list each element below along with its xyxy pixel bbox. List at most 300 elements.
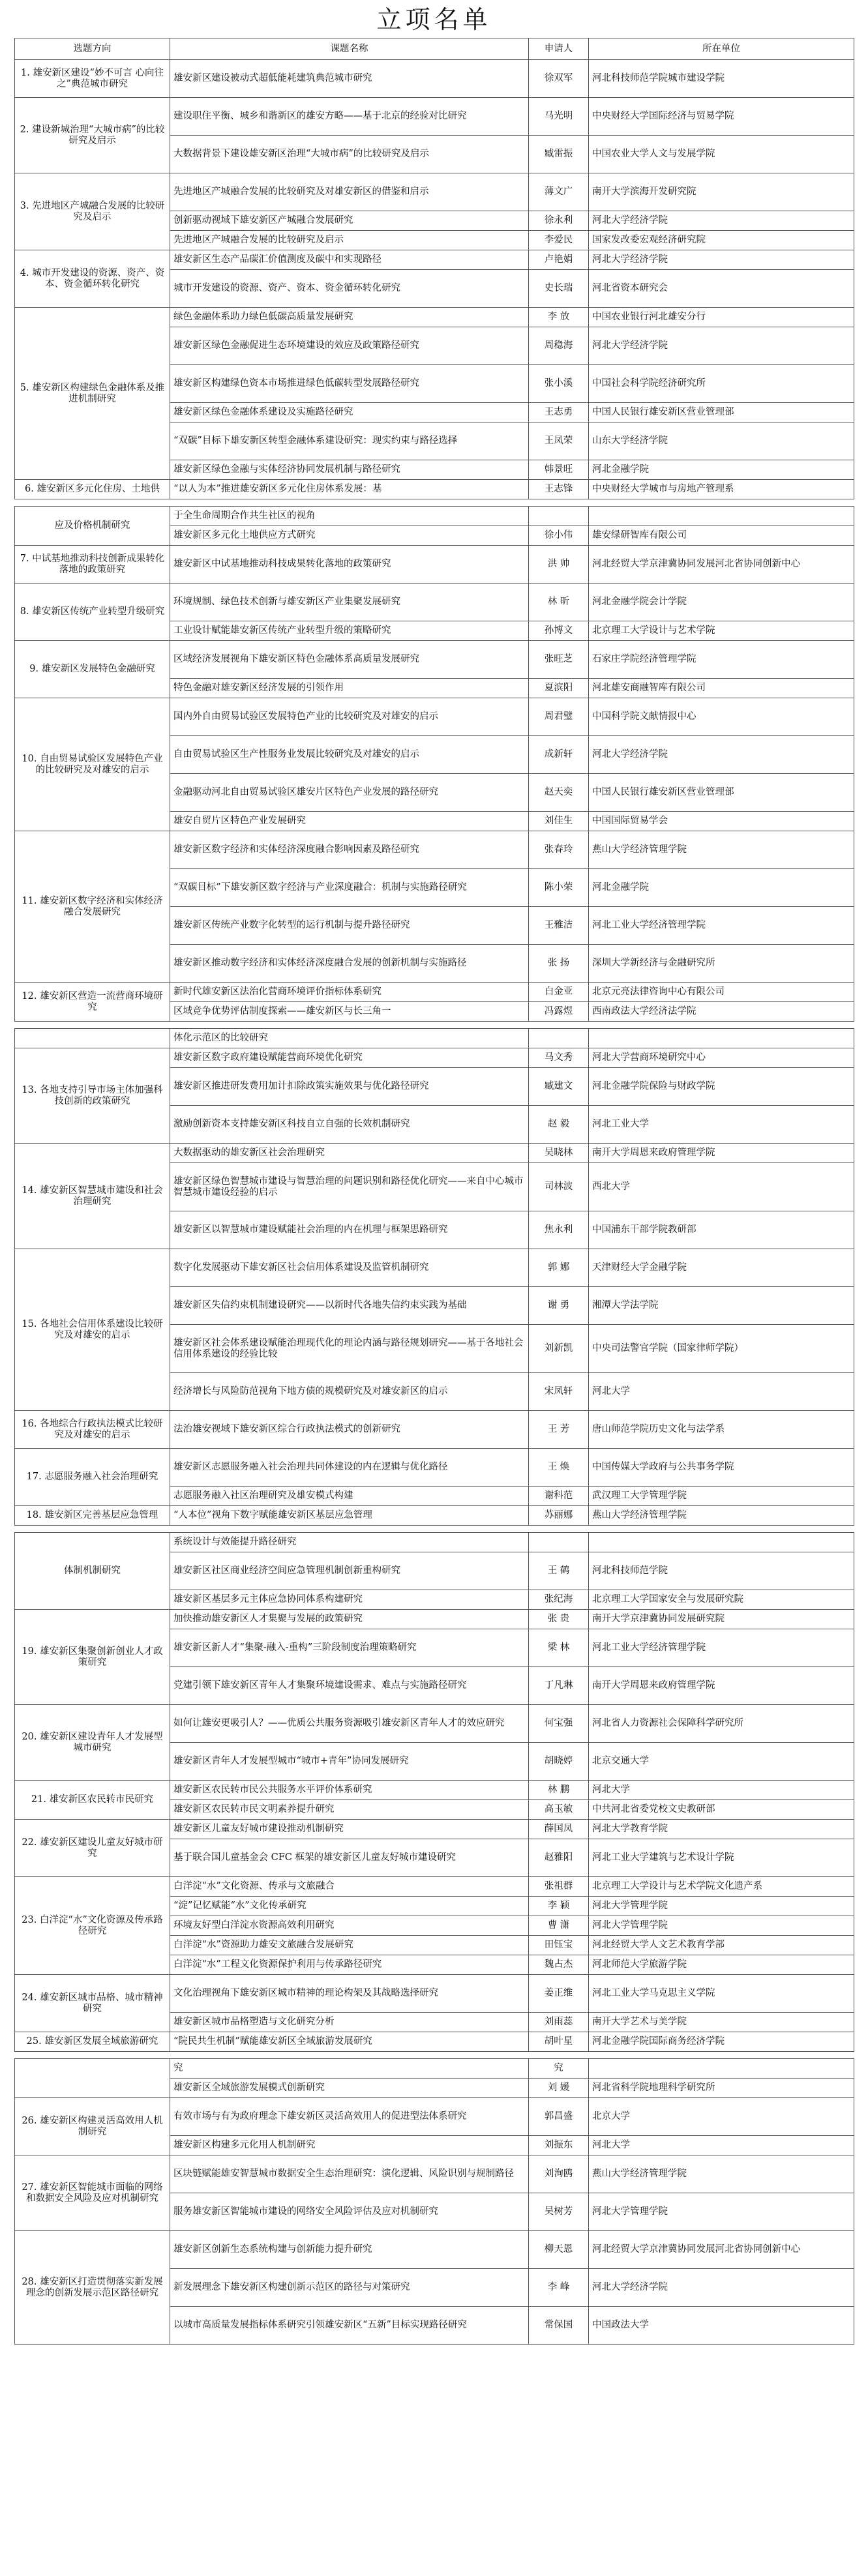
page-break-gap bbox=[15, 2052, 854, 2059]
table-row bbox=[15, 1820, 854, 1839]
organization-cell: 中国社会科学院经济研究所 bbox=[589, 365, 854, 403]
organization-cell: 中国农业银行河北雄安分行 bbox=[589, 308, 854, 327]
organization-cell: 河北大学管理学院 bbox=[589, 2193, 854, 2231]
organization-cell: 河北大学营商环境研究中心 bbox=[589, 1048, 854, 1068]
project-name-cell: 加快推动雄安新区人才集聚与发展的政策研究 bbox=[170, 1610, 529, 1629]
topic-cell: 17. 志愿服务融入社会治理研究 bbox=[15, 1449, 170, 1506]
applicant-cell: 焦永利 bbox=[529, 1211, 589, 1249]
project-name-cell: 区域竞争优势评估制度探索——雄安新区与长三角一 bbox=[170, 1002, 529, 1022]
applicant-cell: 郭昌盛 bbox=[529, 2098, 589, 2136]
applicant-cell: 王雅洁 bbox=[529, 907, 589, 945]
project-name-cell: 雄安新区构建绿色资本市场推进绿色低碳转型发展路径研究 bbox=[170, 365, 529, 403]
applicant-cell: 曹 潇 bbox=[529, 1916, 589, 1936]
page-break-gap bbox=[15, 499, 854, 507]
project-name-cell: 文化治理视角下雄安新区城市精神的理论构架及其战略选择研究 bbox=[170, 1975, 529, 2013]
applicant-cell: 谢 勇 bbox=[529, 1287, 589, 1325]
table-row bbox=[15, 1705, 854, 1743]
topic-cell: 25. 雄安新区发展全域旅游研究 bbox=[15, 2032, 170, 2052]
project-name-cell: 雄安新区社会体系建设赋能治理现代化的理论内涵与路径规划研究——基于各地社会信用体系建设的经验比较 bbox=[170, 1325, 529, 1373]
project-name-cell: 究 bbox=[170, 2059, 529, 2079]
project-name-cell: 雄安新区建设被动式超低能耗建筑典范城市研究 bbox=[170, 60, 529, 98]
organization-cell: 河北雄安商融智库有限公司 bbox=[589, 679, 854, 698]
organization-cell: 北京大学 bbox=[589, 2098, 854, 2136]
project-name-cell: 经济增长与风险防范视角下地方债的规模研究及对雄安新区的启示 bbox=[170, 1373, 529, 1411]
applicant-cell: 苏丽娜 bbox=[529, 1506, 589, 1526]
table-row bbox=[15, 308, 854, 327]
project-name-cell: 于全生命周期合作共生社区的视角 bbox=[170, 507, 529, 526]
project-name-cell: 绿色金融体系助力绿色低碳高质量发展研究 bbox=[170, 308, 529, 327]
table-row bbox=[15, 2059, 854, 2079]
applicant-cell: 刘雨蕊 bbox=[529, 2013, 589, 2032]
project-name-cell: 雄安新区儿童友好城市建设推动机制研究 bbox=[170, 1820, 529, 1839]
applicant-cell: 薄文广 bbox=[529, 173, 589, 211]
applicant-cell: 李爱民 bbox=[529, 231, 589, 250]
applicant-cell: 谢科范 bbox=[529, 1487, 589, 1506]
applicant-cell: 马光明 bbox=[529, 98, 589, 136]
topic-cell: 16. 各地综合行政执法模式比较研究及对雄安的启示 bbox=[15, 1411, 170, 1449]
table-row bbox=[15, 250, 854, 270]
topic-cell: 9. 雄安新区发展特色金融研究 bbox=[15, 641, 170, 698]
project-name-cell: 志愿服务融入社区治理研究及雄安模式构建 bbox=[170, 1487, 529, 1506]
organization-cell: 河北科技师范学院城市建设学院 bbox=[589, 60, 854, 98]
organization-cell: 河北经贸大学人文艺术教育学部 bbox=[589, 1936, 854, 1955]
applicant-cell: 刘振东 bbox=[529, 2136, 589, 2155]
applicant-cell: 张旺芝 bbox=[529, 641, 589, 679]
applicant-cell: 薛国凤 bbox=[529, 1820, 589, 1839]
organization-cell: 河北科技师范学院 bbox=[589, 1552, 854, 1590]
topic-cell: 6. 雄安新区多元化住房、土地供 bbox=[15, 480, 170, 499]
project-name-cell: 以城市高质量发展指标体系研究引领雄安新区“五新”目标实现路径研究 bbox=[170, 2307, 529, 2345]
organization-cell: 河北经贸大学京津冀协同发展河北省协同创新中心 bbox=[589, 546, 854, 584]
project-name-cell: 自由贸易试验区生产性服务业发展比较研究及对雄安的启示 bbox=[170, 736, 529, 774]
applicant-cell: 韩景旺 bbox=[529, 460, 589, 480]
applicant-cell: 洪 帅 bbox=[529, 546, 589, 584]
project-name-cell: 雄安新区构建多元化用人机制研究 bbox=[170, 2136, 529, 2155]
project-name-cell: “淀”记忆赋能“水”文化传承研究 bbox=[170, 1897, 529, 1916]
topic-cell: 18. 雄安新区完善基层应急管理 bbox=[15, 1506, 170, 1526]
organization-cell: 燕山大学经济管理学院 bbox=[589, 1506, 854, 1526]
organization-cell: 中国传媒大学政府与公共事务学院 bbox=[589, 1449, 854, 1487]
project-name-cell: 环境友好型白洋淀水资源高效利用研究 bbox=[170, 1916, 529, 1936]
organization-cell: 中国政法大学 bbox=[589, 2307, 854, 2345]
topic-cell: 10. 自由贸易试验区发展特色产业的比较研究及对雄安的启示 bbox=[15, 698, 170, 831]
project-name-cell: 体化示范区的比较研究 bbox=[170, 1029, 529, 1048]
project-name-cell: 雄安新区创新生态系统构建与创新能力提升研究 bbox=[170, 2231, 529, 2269]
applicant-cell: 周君璧 bbox=[529, 698, 589, 736]
project-name-cell: 先进地区产城融合发展的比较研究及启示 bbox=[170, 231, 529, 250]
applicant-cell: 史长瑞 bbox=[529, 270, 589, 308]
project-name-cell: “双碳”目标下雄安新区转型金融体系建设研究：现实约束与路径选择 bbox=[170, 422, 529, 460]
applicant-cell: 常保国 bbox=[529, 2307, 589, 2345]
project-name-cell: 雄安新区基层多元主体应急协同体系构建研究 bbox=[170, 1590, 529, 1610]
organization-cell: 中国浦东干部学院教研部 bbox=[589, 1211, 854, 1249]
project-name-cell: 创新驱动视域下雄安新区产城融合发展研究 bbox=[170, 211, 529, 231]
applicant-cell: 王 芳 bbox=[529, 1411, 589, 1449]
organization-cell: 河北金融学院 bbox=[589, 460, 854, 480]
topic-cell: 15. 各地社会信用体系建设比较研究及对雄安的启示 bbox=[15, 1249, 170, 1411]
project-name-cell: 金融驱动河北自由贸易试验区雄安片区特色产业发展的路径研究 bbox=[170, 774, 529, 812]
header-topic: 选题方向 bbox=[15, 38, 170, 60]
applicant-cell: 刘新凯 bbox=[529, 1325, 589, 1373]
topic-cell: 3. 先进地区产城融合发展的比较研究及启示 bbox=[15, 173, 170, 250]
applicant-cell: 刘洵鸥 bbox=[529, 2155, 589, 2193]
table-row bbox=[15, 1877, 854, 1897]
table-row bbox=[15, 173, 854, 211]
organization-cell bbox=[589, 1029, 854, 1048]
project-name-cell: 雄安新区青年人才发展型城市“城市+青年”协同发展研究 bbox=[170, 1743, 529, 1781]
applicant-cell: 吴树芳 bbox=[529, 2193, 589, 2231]
topic-cell: 28. 雄安新区打造贯彻落实新发展理念的创新发展示范区路径研究 bbox=[15, 2231, 170, 2345]
table-row bbox=[15, 98, 854, 136]
organization-cell: 北京交通大学 bbox=[589, 1743, 854, 1781]
organization-cell: 西南政法大学经济法学院 bbox=[589, 1002, 854, 1022]
organization-cell: 燕山大学经济管理学院 bbox=[589, 2155, 854, 2193]
organization-cell: 河北师范大学旅游学院 bbox=[589, 1955, 854, 1975]
project-name-cell: “人本位”视角下数字赋能雄安新区基层应急管理 bbox=[170, 1506, 529, 1526]
organization-cell: 河北金融学院国际商务经济学院 bbox=[589, 2032, 854, 2052]
organization-cell: 北京理工大学设计与艺术学院 bbox=[589, 621, 854, 641]
organization-cell: 西北大学 bbox=[589, 1163, 854, 1211]
applicant-cell: 赵天奕 bbox=[529, 774, 589, 812]
table-row bbox=[15, 2032, 854, 2052]
topic-cell: 27. 雄安新区智能城市面临的网络和数据安全风险及应对机制研究 bbox=[15, 2155, 170, 2231]
project-name-cell: 雄安新区失信约束机制建设研究——以新时代各地失信约束实践为基础 bbox=[170, 1287, 529, 1325]
project-name-cell: 雄安新区绿色金融体系建设及实施路径研究 bbox=[170, 403, 529, 422]
table-row bbox=[15, 831, 854, 869]
project-name-cell: 城市开发建设的资源、资产、资本、资金循环转化研究 bbox=[170, 270, 529, 308]
applicant-cell bbox=[529, 507, 589, 526]
organization-cell: 武汉理工大学管理学院 bbox=[589, 1487, 854, 1506]
project-name-cell: “院民共生机制”赋能雄安新区全域旅游发展研究 bbox=[170, 2032, 529, 2052]
organization-cell: 河北大学 bbox=[589, 1373, 854, 1411]
organization-cell: 河北大学经济学院 bbox=[589, 2269, 854, 2307]
project-name-cell: 雄安新区数字政府建设赋能营商环境优化研究 bbox=[170, 1048, 529, 1068]
organization-cell: 河北金融学院保险与财政学院 bbox=[589, 1068, 854, 1106]
applicant-cell: 吴晓林 bbox=[529, 1144, 589, 1163]
applicant-cell: 林 昕 bbox=[529, 584, 589, 621]
organization-cell: 中国人民银行雄安新区营业管理部 bbox=[589, 403, 854, 422]
applicant-cell: 夏滨阳 bbox=[529, 679, 589, 698]
applicant-cell: 何宝强 bbox=[529, 1705, 589, 1743]
topic-cell: 应及价格机制研究 bbox=[15, 507, 170, 546]
organization-cell: 河北工业大学经济管理学院 bbox=[589, 1629, 854, 1667]
applicant-cell: 张纪海 bbox=[529, 1590, 589, 1610]
organization-cell: 山东大学经济学院 bbox=[589, 422, 854, 460]
organization-cell: 中央司法警官学院（国家律师学院） bbox=[589, 1325, 854, 1373]
project-name-cell: 新时代雄安新区法治化营商环境评价指标体系研究 bbox=[170, 983, 529, 1002]
applicant-cell: 柳天恩 bbox=[529, 2231, 589, 2269]
applicant-cell: 张春玲 bbox=[529, 831, 589, 869]
project-name-cell: 区域经济发展视角下雄安新区特色金融体系高质量发展研究 bbox=[170, 641, 529, 679]
project-name-cell: 雄安新区绿色智慧城市建设与智慧治理的问题识别和路径优化研究——来自中心城市智慧城市建设经验的启示 bbox=[170, 1163, 529, 1211]
table-row bbox=[15, 1781, 854, 1800]
applicant-cell: 姜正维 bbox=[529, 1975, 589, 2013]
table-row bbox=[15, 1449, 854, 1487]
topic-cell: 4. 城市开发建设的资源、资产、资本、资金循环转化研究 bbox=[15, 250, 170, 308]
applicant-cell: 陈小荣 bbox=[529, 869, 589, 907]
organization-cell: 湘潭大学法学院 bbox=[589, 1287, 854, 1325]
organization-cell: 河北金融学院会计学院 bbox=[589, 584, 854, 621]
organization-cell bbox=[589, 1533, 854, 1552]
applicant-cell: 宋凤轩 bbox=[529, 1373, 589, 1411]
applicant-cell: 王 鹤 bbox=[529, 1552, 589, 1590]
organization-cell: 河北大学管理学院 bbox=[589, 1897, 854, 1916]
project-name-cell: 区块链赋能雄安智慧城市数据安全生态治理研究：演化逻辑、风险识别与规制路径 bbox=[170, 2155, 529, 2193]
project-name-cell: 国内外自由贸易试验区发展特色产业的比较研究及对雄安的启示 bbox=[170, 698, 529, 736]
organization-cell: 天津财经大学金融学院 bbox=[589, 1249, 854, 1287]
applicant-cell: 张祖群 bbox=[529, 1877, 589, 1897]
project-name-cell: 新发展理念下雄安新区构建创新示范区的路径与对策研究 bbox=[170, 2269, 529, 2307]
topic-cell: 2. 建设新城治理“大城市病”的比较研究及启示 bbox=[15, 98, 170, 173]
applicant-cell: 卢艳娟 bbox=[529, 250, 589, 270]
table-row bbox=[15, 584, 854, 621]
project-name-cell: 激励创新资本支持雄安新区科技自立自强的长效机制研究 bbox=[170, 1106, 529, 1144]
topic-cell bbox=[15, 1029, 170, 1048]
project-name-cell: 如何让雄安更吸引人？——优质公共服务资源吸引雄安新区青年人才的效应研究 bbox=[170, 1705, 529, 1743]
topic-cell bbox=[15, 2059, 170, 2098]
applicant-cell: 张 贵 bbox=[529, 1610, 589, 1629]
organization-cell: 河北大学经济学院 bbox=[589, 211, 854, 231]
applicant-cell: 刘佳生 bbox=[529, 812, 589, 831]
project-name-cell: 建设职住平衡、城乡和谐新区的雄安方略——基于北京的经验对比研究 bbox=[170, 98, 529, 136]
table-row bbox=[15, 698, 854, 736]
organization-cell: 河北大学 bbox=[589, 2136, 854, 2155]
applicant-cell: 王凤荣 bbox=[529, 422, 589, 460]
project-name-cell: 雄安新区志愿服务融入社会治理共同体建设的内在逻辑与优化路径 bbox=[170, 1449, 529, 1487]
topic-cell: 8. 雄安新区传统产业转型升级研究 bbox=[15, 584, 170, 641]
table-row bbox=[15, 60, 854, 98]
organization-cell: 深圳大学新经济与金融研究所 bbox=[589, 945, 854, 983]
table-row bbox=[15, 1249, 854, 1287]
applicant-cell: 王 焕 bbox=[529, 1449, 589, 1487]
project-name-cell: 雄安新区城市品格塑造与文化研究分析 bbox=[170, 2013, 529, 2032]
project-name-cell: 雄安新区绿色金融与实体经济协同发展机制与路径研究 bbox=[170, 460, 529, 480]
applicant-cell: 周稳海 bbox=[529, 327, 589, 365]
applicant-cell: 徐永利 bbox=[529, 211, 589, 231]
organization-cell: 北京元亮法律咨询中心有限公司 bbox=[589, 983, 854, 1002]
topic-cell: 13. 各地支持引导市场主体加强科技创新的政策研究 bbox=[15, 1048, 170, 1144]
applicant-cell: 孙博文 bbox=[529, 621, 589, 641]
table-row bbox=[15, 983, 854, 1002]
applicant-cell: 赵雅阳 bbox=[529, 1839, 589, 1877]
project-name-cell: 党建引领下雄安新区青年人才集聚环境建设需求、难点与实施路径研究 bbox=[170, 1667, 529, 1705]
project-name-cell: 雄安新区社区商业经济空间应急管理机制创新重构研究 bbox=[170, 1552, 529, 1590]
organization-cell: 河北大学教育学院 bbox=[589, 1820, 854, 1839]
applicant-cell: 魏占杰 bbox=[529, 1955, 589, 1975]
organization-cell: 国家发改委宏观经济研究院 bbox=[589, 231, 854, 250]
organization-cell: 南开大学滨海开发研究院 bbox=[589, 173, 854, 211]
topic-cell: 5. 雄安新区构建绿色金融体系及推进机制研究 bbox=[15, 308, 170, 480]
project-name-cell: 雄安新区以智慧城市建设赋能社会治理的内在机理与框架思路研究 bbox=[170, 1211, 529, 1249]
organization-cell: 南开大学周恩来政府管理学院 bbox=[589, 1667, 854, 1705]
project-name-cell: “以人为本”推进雄安新区多元化住房体系发展：基 bbox=[170, 480, 529, 499]
topic-cell: 14. 雄安新区智慧城市建设和社会治理研究 bbox=[15, 1144, 170, 1249]
project-name-cell: 特色金融对雄安新区经济发展的引领作用 bbox=[170, 679, 529, 698]
applicant-cell: 郭 娜 bbox=[529, 1249, 589, 1287]
applicant-cell: 徐小伟 bbox=[529, 526, 589, 546]
organization-cell: 河北大学经济学院 bbox=[589, 736, 854, 774]
applicant-cell: 王志锋 bbox=[529, 480, 589, 499]
project-name-cell: 服务雄安新区智能城市建设的网络安全风险评估及应对机制研究 bbox=[170, 2193, 529, 2231]
applicant-cell: 刘 媛 bbox=[529, 2079, 589, 2098]
project-name-cell: 白洋淀“水”工程文化资源保护利用与传承路径研究 bbox=[170, 1955, 529, 1975]
project-name-cell: 雄安新区推动数字经济和实体经济深度融合发展的创新机制与实施路径 bbox=[170, 945, 529, 983]
organization-cell: 北京理工大学国家安全与发展研究院 bbox=[589, 1590, 854, 1610]
applicant-cell: 李 颖 bbox=[529, 1897, 589, 1916]
applicant-cell: 冯露煜 bbox=[529, 1002, 589, 1022]
organization-cell: 河北省资本研究会 bbox=[589, 270, 854, 308]
applicant-cell: 成新轩 bbox=[529, 736, 589, 774]
table-row bbox=[15, 641, 854, 679]
project-name-cell: 大数据背景下建设雄安新区治理“大城市病”的比较研究及启示 bbox=[170, 136, 529, 173]
organization-cell: 中央财经大学国际经济与贸易学院 bbox=[589, 98, 854, 136]
applicant-cell: 梁 林 bbox=[529, 1629, 589, 1667]
applicant-cell: 徐双军 bbox=[529, 60, 589, 98]
topic-cell: 24. 雄安新区城市品格、城市精神研究 bbox=[15, 1975, 170, 2032]
applicant-cell: 高玉敏 bbox=[529, 1800, 589, 1820]
project-name-cell: 雄安新区农民转市民文明素养提升研究 bbox=[170, 1800, 529, 1820]
topic-cell: 23. 白洋淀“水”文化资源及传承路径研究 bbox=[15, 1877, 170, 1975]
project-name-cell: 雄安新区全域旅游发展模式创新研究 bbox=[170, 2079, 529, 2098]
table-body bbox=[15, 60, 854, 2345]
organization-cell: 南开大学京津冀协同发展研究院 bbox=[589, 1610, 854, 1629]
organization-cell: 河北经贸大学京津冀协同发展河北省协同创新中心 bbox=[589, 2231, 854, 2269]
project-name-cell: 数字化发展驱动下雄安新区社会信用体系建设及监管机制研究 bbox=[170, 1249, 529, 1287]
applicant-cell: 丁凡琳 bbox=[529, 1667, 589, 1705]
project-name-cell: 白洋淀“水”文化资源、传承与文旅融合 bbox=[170, 1877, 529, 1897]
topic-cell: 11. 雄安新区数字经济和实体经济融合发展研究 bbox=[15, 831, 170, 983]
table-row bbox=[15, 2231, 854, 2269]
project-name-cell: 大数据驱动的雄安新区社会治理研究 bbox=[170, 1144, 529, 1163]
organization-cell: 雄安绿研智库有限公司 bbox=[589, 526, 854, 546]
table-row bbox=[15, 1029, 854, 1048]
header-organization: 所在单位 bbox=[589, 38, 854, 60]
organization-cell: 河北省人力资源社会保障科学研究所 bbox=[589, 1705, 854, 1743]
organization-cell: 河北工业大学经济管理学院 bbox=[589, 907, 854, 945]
organization-cell: 中共河北省委党校文史教研部 bbox=[589, 1800, 854, 1820]
table-row bbox=[15, 1048, 854, 1068]
organization-cell: 中国农业大学人文与发展学院 bbox=[589, 136, 854, 173]
organization-cell: 河北工业大学马克思主义学院 bbox=[589, 1975, 854, 2013]
topic-cell: 26. 雄安新区构建灵活高效用人机制研究 bbox=[15, 2098, 170, 2155]
project-name-cell: 雄安新区新人才“集聚-融入-重构”三阶段制度治理策略研究 bbox=[170, 1629, 529, 1667]
applicant-cell bbox=[529, 1029, 589, 1048]
project-name-cell: 系统设计与效能提升路径研究 bbox=[170, 1533, 529, 1552]
topic-cell: 1. 雄安新区建设“妙不可言 心向往之”典范城市研究 bbox=[15, 60, 170, 98]
applicant-cell: 司林波 bbox=[529, 1163, 589, 1211]
organization-cell: 中国人民银行雄安新区营业管理部 bbox=[589, 774, 854, 812]
table-row bbox=[15, 1411, 854, 1449]
applicant-cell: 胡叶星 bbox=[529, 2032, 589, 2052]
project-name-cell: 雄安新区绿色金融促进生态环境建设的效应及政策路径研究 bbox=[170, 327, 529, 365]
applicant-cell: 臧建文 bbox=[529, 1068, 589, 1106]
organization-cell bbox=[589, 2059, 854, 2079]
organization-cell: 南开大学周恩来政府管理学院 bbox=[589, 1144, 854, 1163]
organization-cell: 河北金融学院 bbox=[589, 869, 854, 907]
topic-cell: 19. 雄安新区集聚创新创业人才政策研究 bbox=[15, 1610, 170, 1705]
topic-cell: 体制机制研究 bbox=[15, 1533, 170, 1610]
organization-cell: 燕山大学经济管理学院 bbox=[589, 831, 854, 869]
project-name-cell: “双碳目标”下雄安新区数字经济与产业深度融合：机制与实施路径研究 bbox=[170, 869, 529, 907]
table-row bbox=[15, 1610, 854, 1629]
table-header-row bbox=[15, 38, 854, 60]
organization-cell: 石家庄学院经济管理学院 bbox=[589, 641, 854, 679]
project-table bbox=[14, 38, 854, 2345]
organization-cell: 河北工业大学 bbox=[589, 1106, 854, 1144]
project-name-cell: 工业设计赋能雄安新区传统产业转型升级的策略研究 bbox=[170, 621, 529, 641]
applicant-cell bbox=[529, 1533, 589, 1552]
table-row bbox=[15, 1506, 854, 1526]
project-name-cell: 雄安新区传统产业数字化转型的运行机制与提升路径研究 bbox=[170, 907, 529, 945]
applicant-cell: 李 峰 bbox=[529, 2269, 589, 2307]
applicant-cell: 赵 毅 bbox=[529, 1106, 589, 1144]
topic-cell: 21. 雄安新区农民转市民研究 bbox=[15, 1781, 170, 1820]
page-break-gap bbox=[15, 1526, 854, 1533]
project-name-cell: 雄安新区多元化土地供应方式研究 bbox=[170, 526, 529, 546]
organization-cell: 北京理工大学设计与艺术学院文化遗产系 bbox=[589, 1877, 854, 1897]
project-name-cell: 白洋淀“水”资源助力雄安文旅融合发展研究 bbox=[170, 1936, 529, 1955]
table-row bbox=[15, 1975, 854, 2013]
page-break-gap bbox=[15, 1022, 854, 1029]
organization-cell: 中央财经大学城市与房地产管理系 bbox=[589, 480, 854, 499]
table-row bbox=[15, 2155, 854, 2193]
applicant-cell: 白金亚 bbox=[529, 983, 589, 1002]
header-project-name: 课题名称 bbox=[170, 38, 529, 60]
project-name-cell: 雄安自贸片区特色产业发展研究 bbox=[170, 812, 529, 831]
table-row bbox=[15, 1533, 854, 1552]
organization-cell: 河北省科学院地理科学研究所 bbox=[589, 2079, 854, 2098]
organization-cell bbox=[589, 507, 854, 526]
topic-cell: 12. 雄安新区营造一流营商环境研究 bbox=[15, 983, 170, 1022]
organization-cell: 南开大学艺术与美学院 bbox=[589, 2013, 854, 2032]
header-applicant: 申请人 bbox=[529, 38, 589, 60]
organization-cell: 河北大学 bbox=[589, 1781, 854, 1800]
project-name-cell: 雄安新区中试基地推动科技成果转化落地的政策研究 bbox=[170, 546, 529, 584]
applicant-cell: 究 bbox=[529, 2059, 589, 2079]
applicant-cell: 王志勇 bbox=[529, 403, 589, 422]
applicant-cell: 马文秀 bbox=[529, 1048, 589, 1068]
organization-cell: 河北工业大学建筑与艺术设计学院 bbox=[589, 1839, 854, 1877]
applicant-cell: 田钰宝 bbox=[529, 1936, 589, 1955]
table-row bbox=[15, 1144, 854, 1163]
organization-cell: 河北大学经济学院 bbox=[589, 327, 854, 365]
project-name-cell: 法治雄安视域下雄安新区综合行政执法模式的创新研究 bbox=[170, 1411, 529, 1449]
project-name-cell: 雄安新区数字经济和实体经济深度融合影响因素及路径研究 bbox=[170, 831, 529, 869]
applicant-cell: 张 扬 bbox=[529, 945, 589, 983]
table-row bbox=[15, 507, 854, 526]
topic-cell: 20. 雄安新区建设青年人才发展型城市研究 bbox=[15, 1705, 170, 1781]
organization-cell: 唐山师范学院历史文化与法学系 bbox=[589, 1411, 854, 1449]
applicant-cell: 张小溪 bbox=[529, 365, 589, 403]
applicant-cell: 李 放 bbox=[529, 308, 589, 327]
topic-cell: 7. 中试基地推动科技创新成果转化落地的政策研究 bbox=[15, 546, 170, 584]
project-name-cell: 雄安新区农民转市民公共服务水平评价体系研究 bbox=[170, 1781, 529, 1800]
applicant-cell: 胡晓婷 bbox=[529, 1743, 589, 1781]
organization-cell: 河北大学经济学院 bbox=[589, 250, 854, 270]
topic-cell: 22. 雄安新区建设儿童友好城市研究 bbox=[15, 1820, 170, 1877]
project-name-cell: 基于联合国儿童基金会 CFC 框架的雄安新区儿童友好城市建设研究 bbox=[170, 1839, 529, 1877]
project-name-cell: 先进地区产城融合发展的比较研究及对雄安新区的借鉴和启示 bbox=[170, 173, 529, 211]
project-name-cell: 雄安新区推进研发费用加计扣除政策实施效果与优化路径研究 bbox=[170, 1068, 529, 1106]
page-title: 立项名单 bbox=[376, 5, 492, 34]
project-name-cell: 环境规制、绿色技术创新与雄安新区产业集聚发展研究 bbox=[170, 584, 529, 621]
applicant-cell: 林 鹏 bbox=[529, 1781, 589, 1800]
project-name-cell: 雄安新区生态产品碳汇价值测度及碳中和实现路径 bbox=[170, 250, 529, 270]
table-row bbox=[15, 546, 854, 584]
table-row bbox=[15, 480, 854, 499]
project-name-cell: 有效市场与有为政府理念下雄安新区灵活高效用人的促进型法体系研究 bbox=[170, 2098, 529, 2136]
table-row bbox=[15, 2098, 854, 2136]
